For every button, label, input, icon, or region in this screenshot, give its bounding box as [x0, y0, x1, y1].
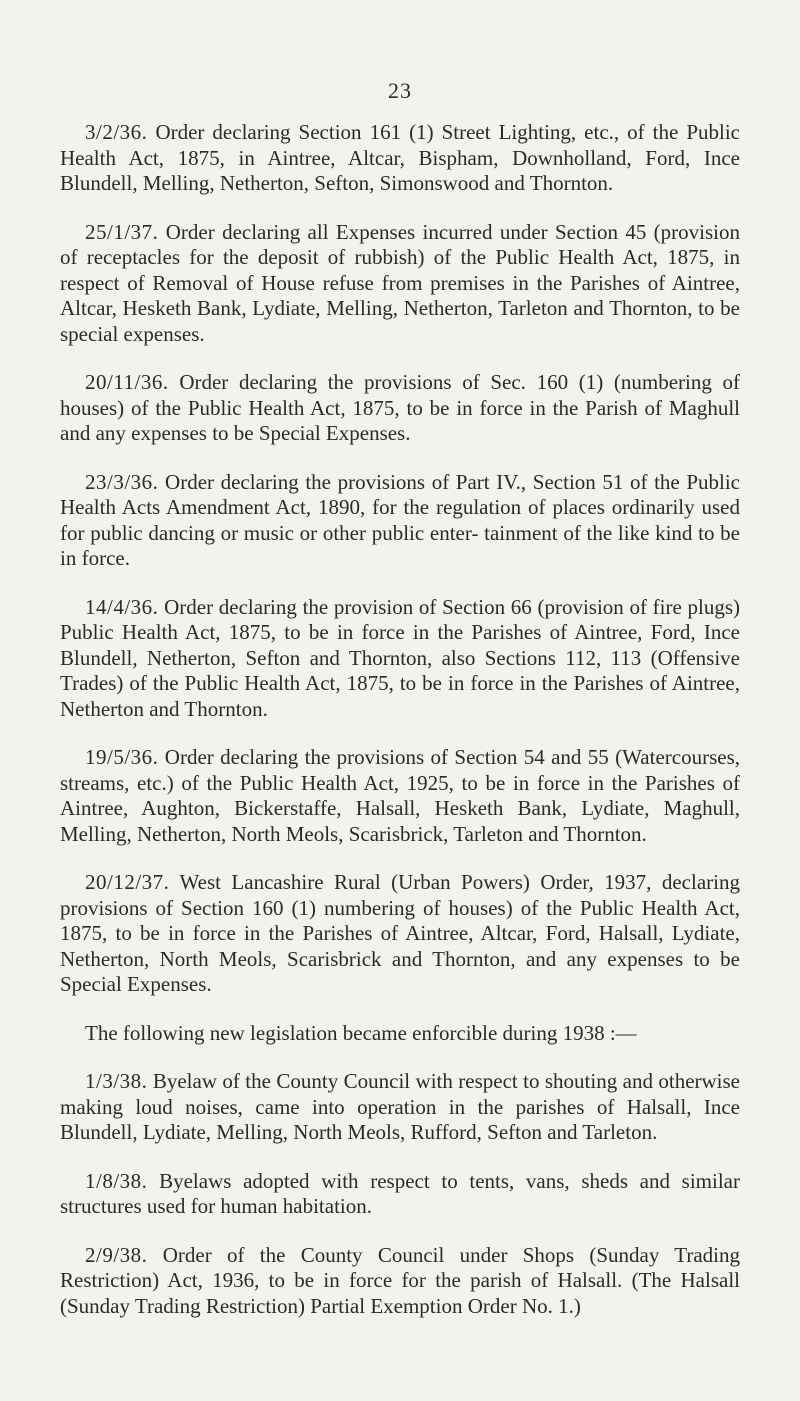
order-date: 2/9/38. — [85, 1242, 148, 1267]
order-date: 1/3/38. — [85, 1069, 148, 1093]
order-paragraph — [60, 370, 740, 447]
page-number: 23 — [388, 78, 412, 103]
intro-text: The following new legislation became enforcible during 1938 :— — [85, 1020, 637, 1045]
order-date: 25/1/37. — [85, 219, 159, 244]
order-date: 14/4/36. — [85, 594, 159, 619]
order-paragraph — [60, 870, 740, 998]
order-date: 23/3/36. — [85, 469, 159, 494]
intro-paragraph — [60, 1021, 740, 1047]
order-date: 20/11/36. — [85, 370, 169, 394]
order-paragraph — [60, 1169, 740, 1220]
order-paragraph — [60, 120, 740, 197]
order-paragraph — [60, 470, 740, 572]
order-date: 1/8/38. — [85, 1168, 148, 1193]
order-text: Order declaring the provisions of Section 54 and 55 (Watercourses, streams, etc.) of the Public Health Act, 1925, to be in force in the Parishes of Aintree, Aughton, Bickerstaffe, Halsall, Hesketh Bank, Lydiate, Maghull, Melling, Netherton, North Meols, Scarisbrick, Tarleton and Thornton. — [60, 745, 740, 846]
order-date: 3/2/36. — [85, 120, 148, 144]
order-paragraph — [60, 1243, 740, 1320]
order-text: Order of the County Council under Shops (Sunday Trading Restriction) Act, 1936, to be in force for the parish of Halsall. (The Halsall (Sunday Trading Restriction) Partial Exemption Order No. 1.) — [60, 1242, 741, 1318]
order-text: Byelaw of the County Council with respect to shouting and otherwise making loud noises, came into operation in the parishes of Halsall, Ince Blundell, Lydiate, Melling, North Meols, Rufford, Sefton and Tarleton. — [60, 1069, 741, 1144]
document-body — [60, 120, 740, 1342]
order-text: Order declaring the provisions of Part IV., Section 51 of the Public Health Acts Amendment Act, 1890, for the regulation of places ordinarily used for public dancing or music or other public enter- tainment of the like kind to be in force. — [60, 469, 741, 570]
order-paragraph — [60, 595, 740, 723]
order-text: Byelaws adopted with respect to tents, vans, sheds and similar structures used for human habitation. — [60, 1168, 740, 1218]
order-date: 19/5/36. — [85, 745, 159, 769]
order-text: Order declaring the provisions of Sec. 160 (1) (numbering of houses) of the Public Health Act, 1875, to be in force in the Parish of Maghull and any expenses to be Special Expenses. — [60, 370, 741, 445]
order-text: West Lancashire Rural (Urban Powers) Order, 1937, declaring provisions of Section 160 (1) numbering of houses) of the Public Health Act, 1875, to be in force in the Parishes of Aintree, Altcar, Ford, Halsall, Lydiate, Netherton, North Meols, Scarisbrick and Thornton, and any expenses to be Special Expenses. — [60, 870, 740, 996]
order-paragraph — [60, 1069, 740, 1146]
order-text: Order declaring all Expenses incurred under Section 45 (provision of receptacles for the deposit of rubbish) of the Public Health Act, 1875, in respect of Removal of House refuse from premises in the Parishes of Aintree, Altcar, Hesketh Bank, Lydiate, Melling, Netherton, Tarleton and Thornton, to be special expenses. — [60, 219, 740, 346]
order-text: Order declaring Section 161 (1) Street Lighting, etc., of the Public Health Act, 1875, in Aintree, Altcar, Bispham, Downholland, Ford, Ince Blundell, Melling, Netherton, Sefton, Simonswood and Thornton. — [60, 120, 740, 195]
order-text: Order declaring the provision of Section 66 (provision of fire plugs) Public Health Act, 1875, to be in force in the Parishes of Aintree, Ford, Ince Blundell, Netherton, Sefton and Thornton, also Sections 112, 113 (Offensive Trades) of the Public Health Act, 1875, to be in force in the Parishes of Aintree, Netherton and Thornton. — [60, 594, 740, 721]
order-paragraph — [60, 220, 740, 348]
order-paragraph — [60, 745, 740, 847]
order-date: 20/12/37. — [85, 870, 170, 894]
